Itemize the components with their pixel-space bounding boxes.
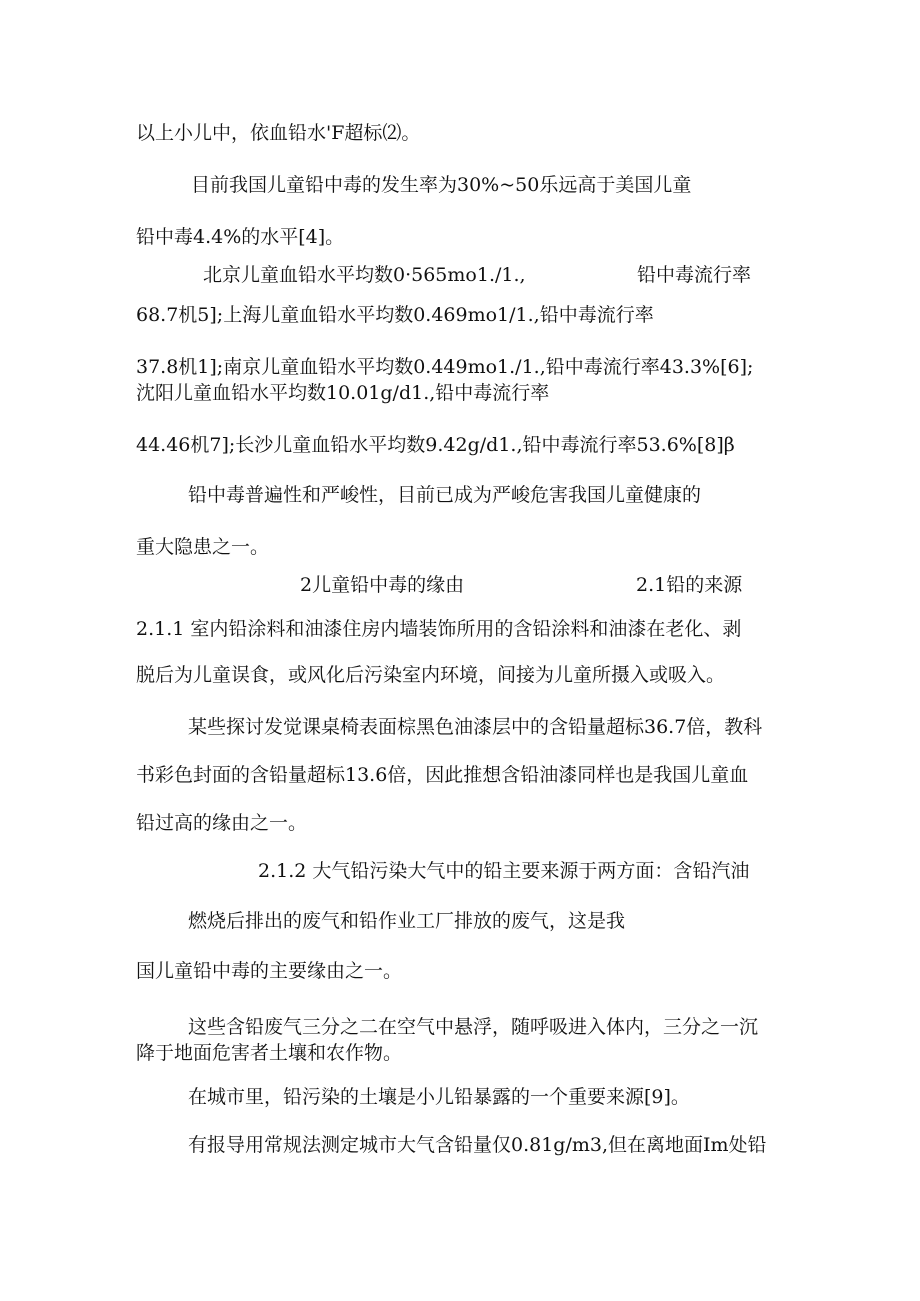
text-line: 在城市里，铅污染的土壤是小儿铅暴露的一个重要来源[9]。: [188, 1086, 690, 1108]
text-line: 铅过高的缘由之一。: [136, 812, 308, 834]
text-line: 某些探讨发觉课桌椅表面棕黑色油漆层中的含铅量超标36.7倍，教科: [188, 716, 763, 738]
text-line: 脱后为儿童误食，或风化后污染室内环境，间接为儿童所摄入或吸入。: [136, 664, 726, 686]
text-line: 68.7机5];上海儿童血铅水平均数0.469mo1/1.,铅中毒流行率: [136, 304, 654, 326]
text-line: 铅中毒流行率: [637, 264, 752, 286]
text-line: 44.46机7];长沙儿童血铅水平均数9.42g/d1.,铅中毒流行率53.6%[8]β: [136, 434, 735, 456]
subsection-heading: 2.1铅的来源: [636, 574, 743, 596]
text-line: 降于地面危害者土壤和农作物。: [136, 1042, 403, 1064]
text-line: 37.8机1];南京儿童血铅水平均数0.449mo1./1.,铅中毒流行率43.3%[6];: [136, 356, 754, 378]
text-line: 铅中毒4.4%的水平[4]。: [136, 226, 345, 248]
text-line: 铅中毒普遍性和严峻性，目前已成为严峻危害我国儿童健康的: [188, 484, 702, 506]
section-heading: 2儿童铅中毒的缘由: [300, 574, 465, 596]
text-line: 重大隐患之一。: [136, 536, 270, 558]
text-line: 北京儿童血铅水平均数0·565mo1./1.,: [203, 264, 526, 286]
text-line: 目前我国儿童铅中毒的发生率为30%~50乐远高于美国儿童: [191, 174, 692, 196]
text-line: 燃烧后排出的废气和铅作业工厂排放的废气，这是我: [188, 910, 626, 932]
text-line: 这些含铅废气三分之二在空气中悬浮，随呼吸进入体内，三分之一沉: [188, 1016, 759, 1038]
text-line: 书彩色封面的含铅量超标13.6倍，因此推想含铅油漆同样也是我国儿童血: [136, 764, 749, 786]
text-line: 以上小儿中，依血铅水'F超标⑵。: [136, 122, 421, 144]
text-line: 2.1.2 大气铅污染大气中的铅主要来源于两方面：含铅汽油: [258, 860, 750, 882]
text-line: 沈阳儿童血铅水平均数10.01g/d1.,铅中毒流行率: [136, 382, 550, 404]
text-line: 2.1.1 室内铅涂料和油漆住房内墙装饰所用的含铅涂料和油漆在老化、剥: [136, 618, 742, 640]
text-line: 有报导用常规法测定城市大气含铅量仅0.81g/m3,但在离地面Im处铅: [188, 1134, 767, 1156]
text-line: 国儿童铅中毒的主要缘由之一。: [136, 960, 403, 982]
